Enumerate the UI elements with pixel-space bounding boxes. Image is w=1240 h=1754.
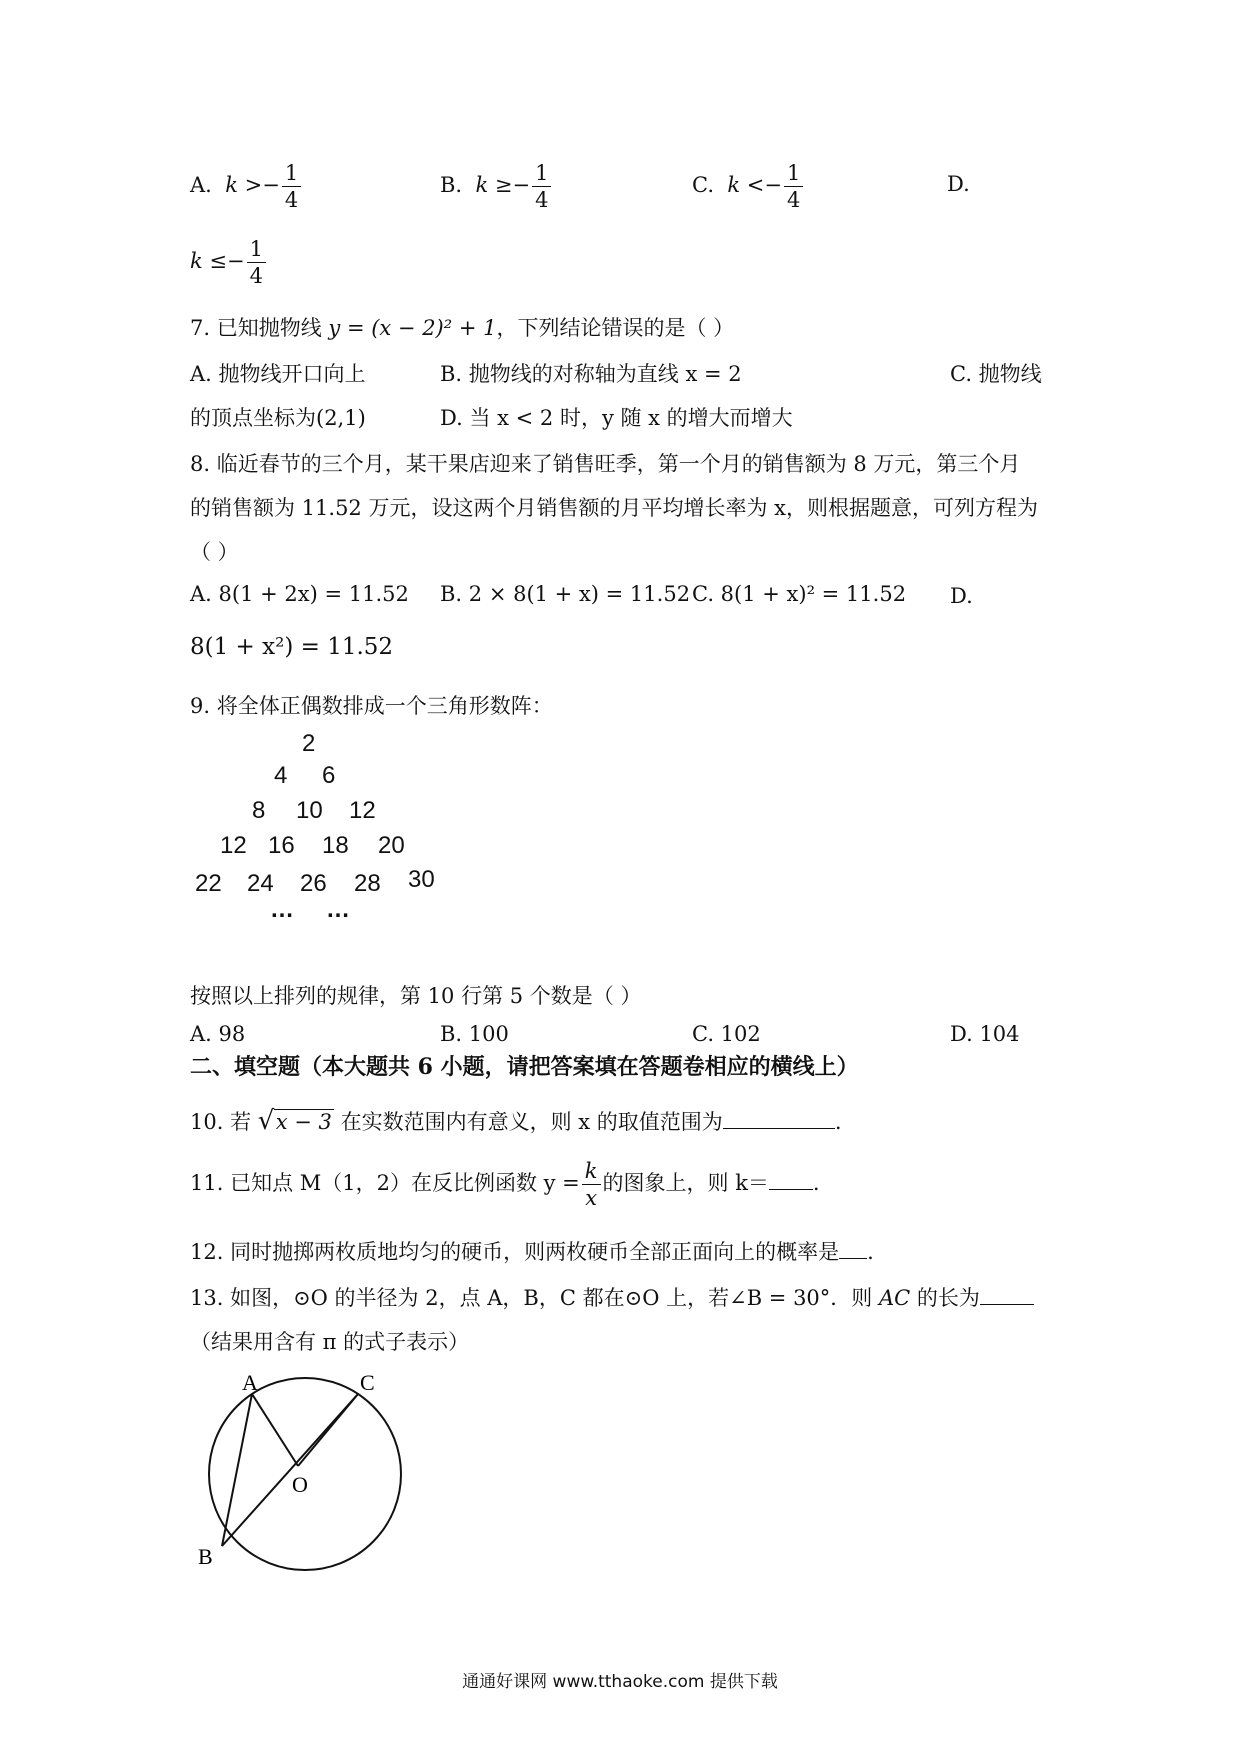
q8-option-d: 8(1 + x²) = 11.52 <box>190 634 394 660</box>
q12: 12. 同时抛掷两枚质地均匀的硬币，则两枚硬币全部正面向上的概率是 . <box>190 1240 874 1264</box>
q8-option-a: A. 8(1 + 2x) = 11.52 <box>190 582 409 606</box>
answer-blank <box>769 1169 813 1190</box>
answer-blank <box>723 1108 835 1129</box>
triangle-cell: 12 <box>220 832 247 859</box>
q9-option-a: A. 98 <box>190 1022 246 1046</box>
triangle-cell: 12 <box>349 797 376 824</box>
q9-option-b: B. 100 <box>440 1022 509 1046</box>
answer-blank <box>980 1284 1034 1305</box>
q9-option-c: C. 102 <box>692 1022 761 1046</box>
point-label-a: A <box>242 1370 258 1395</box>
circle-diagram <box>190 1370 430 1580</box>
triangle-cell: 2 <box>302 730 316 757</box>
triangle-cell: 16 <box>268 832 295 859</box>
fraction: $\frac{1}{4}$ <box>532 160 551 213</box>
answer-blank <box>839 1238 867 1259</box>
triangle-cell: 28 <box>354 870 381 897</box>
q6-option-a: A. k >− $\frac{1}{4}$ <box>190 160 303 213</box>
triangle-cell: 8 <box>252 797 266 824</box>
triangle-cell: 4 <box>274 762 288 789</box>
q8-option-b: B. 2 × 8(1 + x) = 11.52 <box>440 582 691 606</box>
fraction: $\frac{1}{4}$ <box>247 236 266 289</box>
segment-ab <box>222 1394 252 1546</box>
triangle-cell: 10 <box>296 797 323 824</box>
section-heading: 二、填空题（本大题共 6 小题，请把答案填在答题卷相应的横线上） <box>190 1054 859 1080</box>
triangle-cell: 30 <box>408 866 435 893</box>
q6-option-b: B. k ≥− $\frac{1}{4}$ <box>440 160 553 213</box>
q6-option-d-label: D. <box>947 172 970 196</box>
fraction: $\frac{k}{x}$ <box>582 1158 601 1211</box>
q9-question: 按照以上排列的规律，第 10 行第 5 个数是（ ） <box>190 984 642 1008</box>
q11: 11. 已知点 M（1，2）在反比例函数 y = $\frac{k}{x}$ 的图象上，则 k＝ . <box>190 1159 820 1210</box>
triangle-cell: 20 <box>378 832 405 859</box>
q7-option-b: B. 抛物线的对称轴为直线 x = 2 <box>440 362 742 386</box>
arc-label: AC <box>878 1286 911 1310</box>
q6-option-d: k ≤− $\frac{1}{4}$ <box>190 236 268 289</box>
q9-stem: 9. 将全体正偶数排成一个三角形数阵： <box>190 694 553 718</box>
fraction: $\frac{1}{4}$ <box>282 160 301 213</box>
point-label-c: C <box>360 1370 375 1395</box>
q7-option-d: D. 当 x < 2 时，y 随 x 的增大而增大 <box>440 406 793 430</box>
point-label-b: B <box>198 1544 213 1569</box>
square-root: √ x − 3 <box>257 1106 332 1136</box>
q13-line1: 13. 如图，⊙O 的半径为 2，点 A，B，C 都在⊙O 上，若∠B = 30°．则 AC 的长为 <box>190 1282 1034 1312</box>
q6-option-c: C. k <− $\frac{1}{4}$ <box>692 160 805 213</box>
fraction: $\frac{1}{4}$ <box>784 160 803 213</box>
q8-stem-line3: （ ） <box>190 540 239 564</box>
q7-stem: 7. 已知抛物线 y = (x − 2)² + 1，下列结论错误的是（ ） <box>190 316 735 340</box>
triangle-cell: 18 <box>322 832 349 859</box>
triangle-cell: 6 <box>322 762 336 789</box>
point-label-o: O <box>292 1472 308 1497</box>
q7-option-c-start: C. 抛物线 <box>950 362 1042 386</box>
triangle-cell: 24 <box>247 870 274 897</box>
footer: 通通好课网 www.tthaoke.com 提供下载 <box>462 1672 778 1692</box>
triangle-cell: 22 <box>195 870 222 897</box>
q10: 10. 若 √ x − 3 在实数范围内有意义，则 x 的取值范围为 . <box>190 1106 842 1136</box>
q9-option-d: D. 104 <box>950 1022 1020 1046</box>
q8-stem-line2: 的销售额为 11.52 万元，设这两个月销售额的月平均增长率为 x，则根据题意，可列方程为 <box>190 496 1038 520</box>
q13-line2: （结果用含有 π 的式子表示） <box>190 1330 470 1354</box>
segment-bc <box>222 1394 358 1546</box>
triangle-cell: 26 <box>300 870 327 897</box>
q7-option-c-end: 的顶点坐标为(2,1) <box>190 406 366 430</box>
q8-option-c: C. 8(1 + x)² = 11.52 <box>692 582 907 606</box>
segment-ao <box>252 1394 298 1466</box>
q7-option-a: A. 抛物线开口向上 <box>190 362 366 386</box>
segment-oc <box>298 1394 358 1466</box>
triangle-ellipsis: … <box>326 896 350 923</box>
q8-option-d-label: D. <box>950 584 973 608</box>
q8-stem-line1: 8. 临近春节的三个月，某干果店迎来了销售旺季，第一个月的销售额为 8 万元，第三个月 <box>190 452 1021 476</box>
triangle-ellipsis: … <box>270 896 294 923</box>
